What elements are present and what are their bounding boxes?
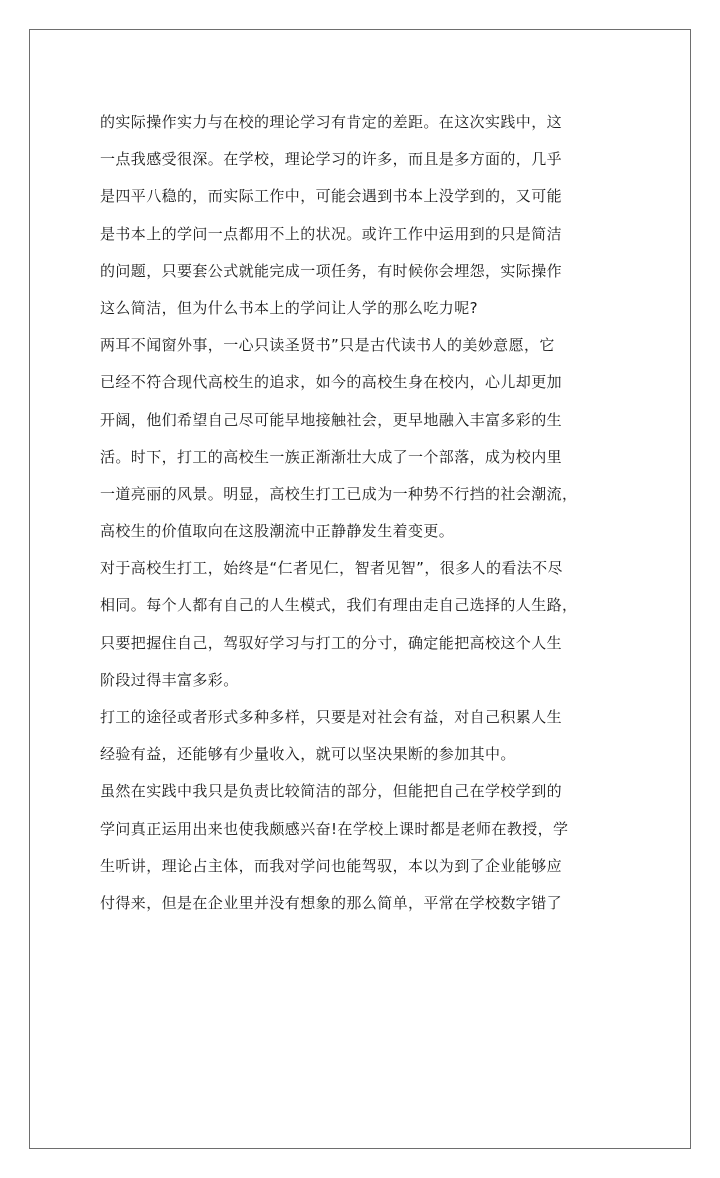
- text-line: 活。时下，打工的高校生一族正渐渐壮大成了一个部落，成为校内里: [100, 447, 563, 466]
- text-line: 只要把握住自己，驾驭好学习与打工的分寸，确定能把高校这个人生: [100, 633, 563, 652]
- text-line: 学问真正运用出来也使我颇感兴奋!在学校上课时都是老师在教授，学: [100, 819, 569, 838]
- document-body: [100, 104, 630, 922]
- text-line: 虽然在实践中我只是负责比较简洁的部分，但能把自己在学校学到的: [100, 782, 563, 801]
- text-line: 相同。每个人都有自己的人生模式，我们有理由走自己选择的人生路，: [100, 596, 578, 615]
- text-line: 生听讲，理论占主体，而我对学问也能驾驭，本以为到了企业能够应: [100, 856, 563, 875]
- text-line: 已经不符合现代高校生的追求，如今的高校生身在校内，心儿却更加: [100, 373, 563, 392]
- text-line: 的问题，只要套公式就能完成一项任务，有时候你会埋怨，实际操作: [100, 261, 563, 280]
- text-line: 一点我感受很深。在学校，理论学习的许多，而且是多方面的，几乎: [100, 150, 563, 169]
- text-line: 阶段过得丰富多彩。: [100, 670, 239, 689]
- text-line: 两耳不闻窗外事，一心只读圣贤书”只是古代读书人的美妙意愿，它: [100, 336, 555, 355]
- text-line: 打工的途径或者形式多种多样，只要是对社会有益，对自己积累人生: [100, 708, 563, 726]
- text-line: 的实际操作实力与在校的理论学习有肯定的差距。在这次实践中，这: [100, 113, 563, 131]
- text-line: 付得来，但是在企业里并没有想象的那么简单，平常在学校数字错了: [100, 893, 563, 912]
- text-line: 经验有益，还能够有少量收入，就可以坚决果断的参加其中。: [100, 745, 516, 764]
- text-line: 对于高校生打工，始终是“仁者见仁，智者见智”，很多人的看法不尽: [100, 559, 563, 578]
- text-line: 一道亮丽的风景。明显，高校生打工已成为一种势不行挡的社会潮流，: [100, 484, 578, 503]
- text-line: 开阔，他们希望自己尽可能早地接触社会，更早地融入丰富多彩的生: [100, 410, 563, 429]
- text-line: 这么简洁，但为什么书本上的学问让人学的那么吃力呢?: [100, 298, 478, 317]
- text-line: 是四平八稳的，而实际工作中，可能会遇到书本上没学到的，又可能: [100, 187, 563, 206]
- text-line: 是书本上的学问一点都用不上的状况。或许工作中运用到的只是简洁: [100, 224, 563, 243]
- text-line: 高校生的价值取向在这股潮流中正静静发生着变更。: [100, 522, 455, 541]
